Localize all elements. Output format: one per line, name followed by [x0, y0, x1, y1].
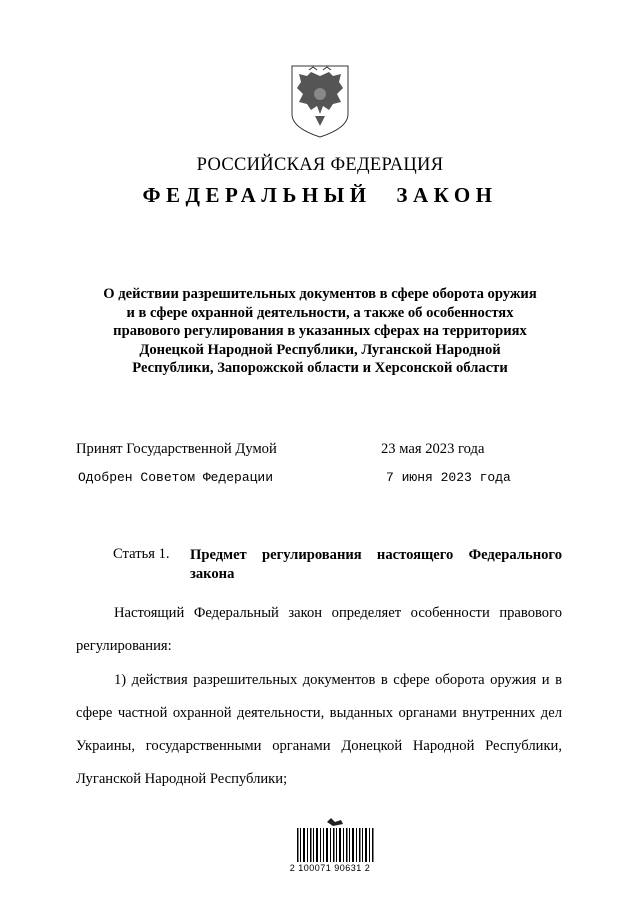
coat-of-arms-icon	[289, 64, 351, 139]
law-title: О действии разрешительных документов в сфере оборота оружия и в сфере охранной деятельности, а также об особенностях правового регулирования в указанных сферах на территориях Донецкой Народной Республики, Луганской Народной Республики, Запорожской области и Херсонской области	[103, 286, 537, 376]
adoption-duma-date: 23 мая 2023 года	[381, 441, 485, 457]
document-type: ФЕДЕРАЛЬНЫЙ ЗАКОН	[142, 183, 498, 207]
adoption-council-date: 7 июня 2023 года	[386, 470, 511, 485]
barcode-icon	[297, 816, 375, 866]
adoption-duma-label: Принят Государственной Думой	[76, 441, 277, 457]
paragraph: Настоящий Федеральный закон определяет особенности правового регулирования:	[76, 605, 562, 655]
article-heading: Предмет регулирования настоящего Федерального закона	[190, 547, 562, 582]
paragraph: 1) действия разрешительных документов в сфере оборота оружия и в сфере частной охранной деятельности, выданных органами внутренних дел Украины, государственными органами Донецкой Народной Республики, Луганской Народной Республики;	[76, 671, 562, 788]
adoption-council-label: Одобрен Советом Федерации	[78, 470, 274, 485]
barcode-number: 2 100071 90631 2	[289, 863, 371, 873]
country-name: РОССИЙСКАЯ ФЕДЕРАЦИЯ	[196, 155, 444, 175]
article-body	[76, 597, 562, 797]
article-label: Статья 1.	[113, 546, 170, 562]
